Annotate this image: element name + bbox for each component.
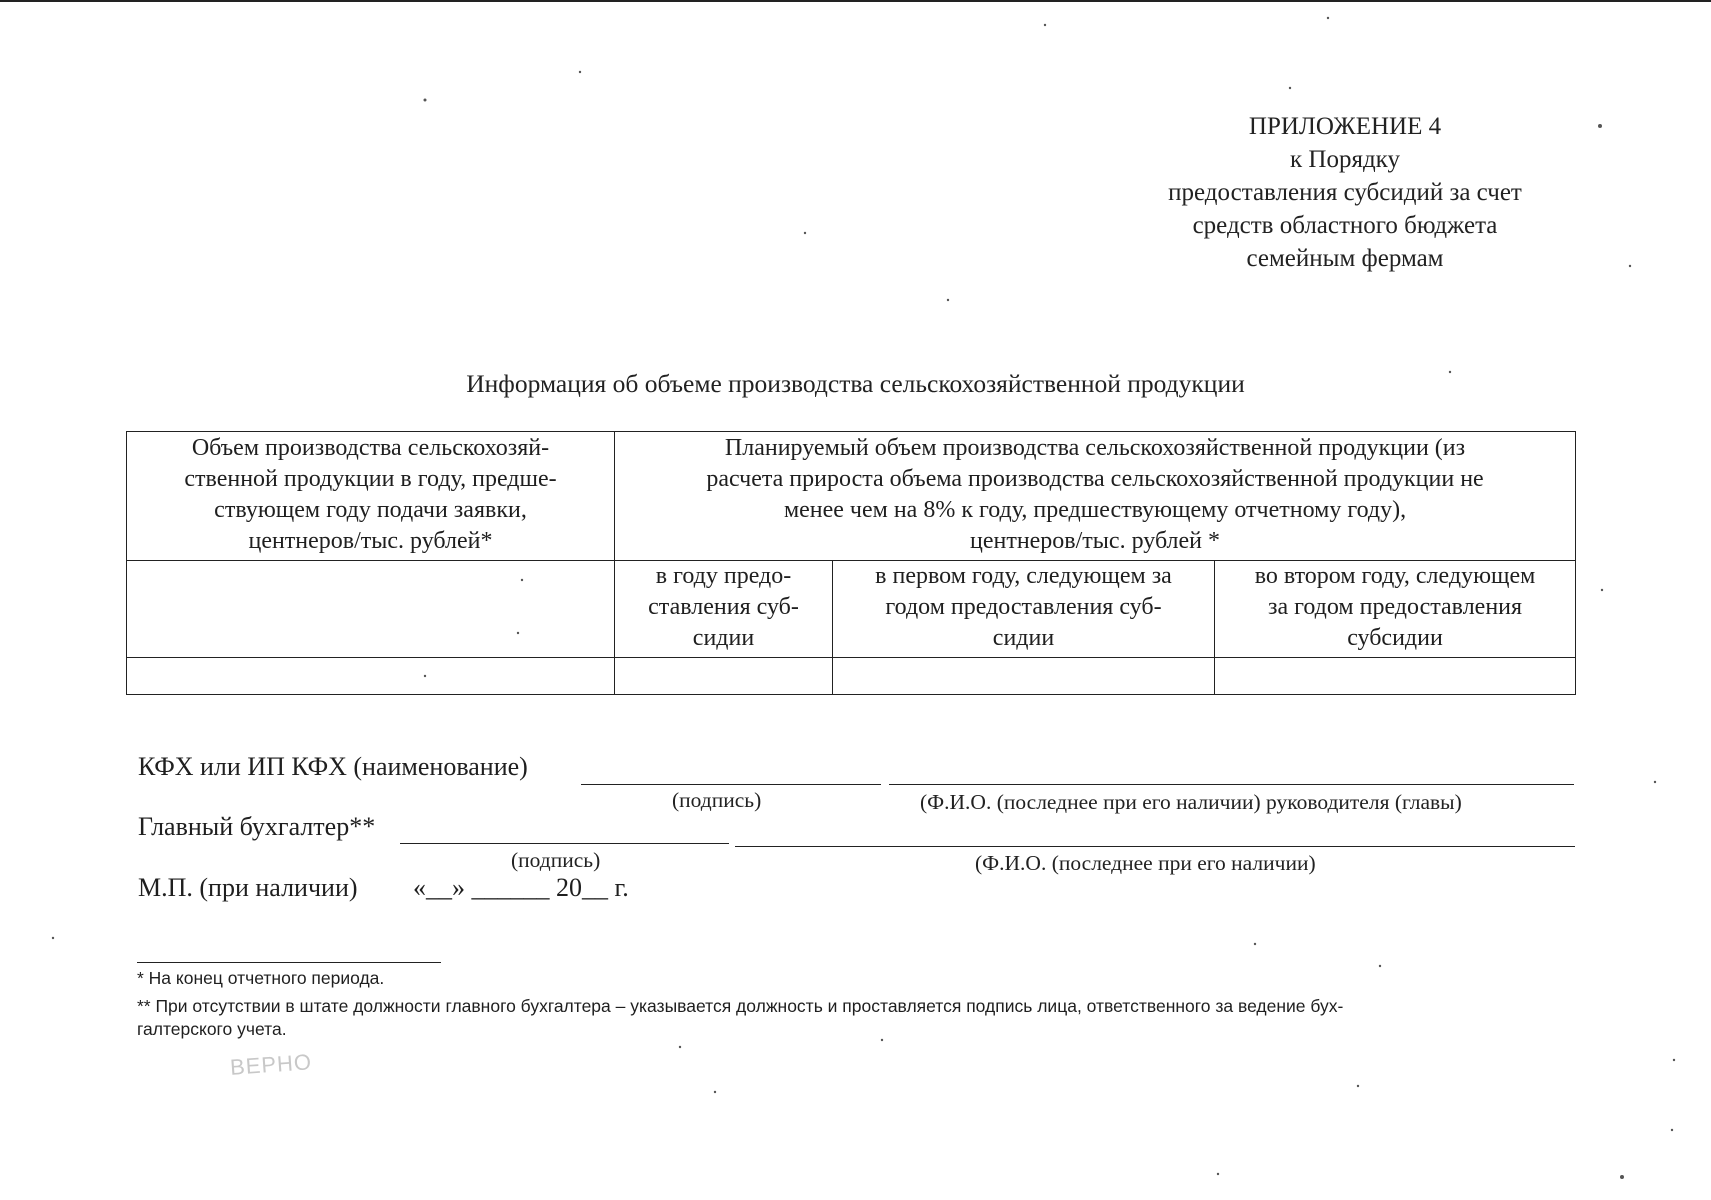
subheader-text-line: ставления суб- xyxy=(648,594,799,620)
fio-caption: (Ф.И.О. (последнее при его наличии) xyxy=(975,851,1316,875)
fio-head-caption: (Ф.И.О. (последнее при его наличии) руководителя (главы) xyxy=(920,790,1462,814)
footnote-1: * На конец отчетного периода. xyxy=(137,968,385,988)
subheader-text-line: в первом году, следующем за xyxy=(875,563,1172,589)
appendix-ref-line: семейным фермам xyxy=(1246,245,1444,272)
header-text-line: Планируемый объем производства сельскохозяйственной продукции (из xyxy=(724,435,1466,461)
subheader-text-line: сидии xyxy=(992,625,1055,651)
appendix-ref-line: предоставления субсидий за счет xyxy=(1168,179,1522,206)
header-text-line: менее чем на 8% к году, предшествующему отчетному году), xyxy=(783,497,1407,523)
appendix-ref-line: к Порядку xyxy=(1290,146,1400,173)
subheader-text-line: сидии xyxy=(692,625,755,651)
header-text-line: ственной продукции в году, предше- xyxy=(184,466,557,492)
accountant-label: Главный бухгалтер** xyxy=(138,812,376,841)
footnote-2: ** При отсутствии в штате должности главного бухгалтера – указывается должность и проставляется подпись лица, ответственного за ведение бух- xyxy=(137,996,1344,1016)
appendix-ref-line: средств областного бюджета xyxy=(1192,212,1498,239)
header-text-line: ствующем году подачи заявки, xyxy=(214,497,527,523)
header-text-line: центнеров/тыс. рублей * xyxy=(969,528,1221,554)
header-text-line: Объем производства сельскохозяй- xyxy=(191,435,550,461)
seal-label: М.П. (при наличии) xyxy=(138,873,358,902)
faint-stamp: ВЕРНО xyxy=(229,1049,313,1080)
subheader-text-line: во втором году, следующем xyxy=(1254,563,1536,589)
subheader-text-line: субсидии xyxy=(1347,625,1443,651)
header-text-line: расчета прироста объема производства сельскохозяйственной продукции не xyxy=(706,466,1484,492)
kfh-label: КФХ или ИП КФХ (наименование) xyxy=(138,752,528,781)
document-title: Информация об объеме производства сельскохозяйственной продукции xyxy=(466,369,1245,398)
subheader-text-line: за годом предоставления xyxy=(1267,594,1523,620)
appendix-number: ПРИЛОЖЕНИЕ 4 xyxy=(1248,113,1442,140)
subheader-text-line: в году предо- xyxy=(655,563,792,589)
header-text-line: центнеров/тыс. рублей* xyxy=(248,528,493,554)
signature-caption: (подпись) xyxy=(672,788,762,812)
signature-caption: (подпись) xyxy=(511,848,601,872)
footnote-2-continued: галтерского учета. xyxy=(137,1019,287,1039)
subheader-text-line: годом предоставления суб- xyxy=(885,594,1162,620)
date-field[interactable]: «__» ______ 20__ г. xyxy=(413,873,629,902)
